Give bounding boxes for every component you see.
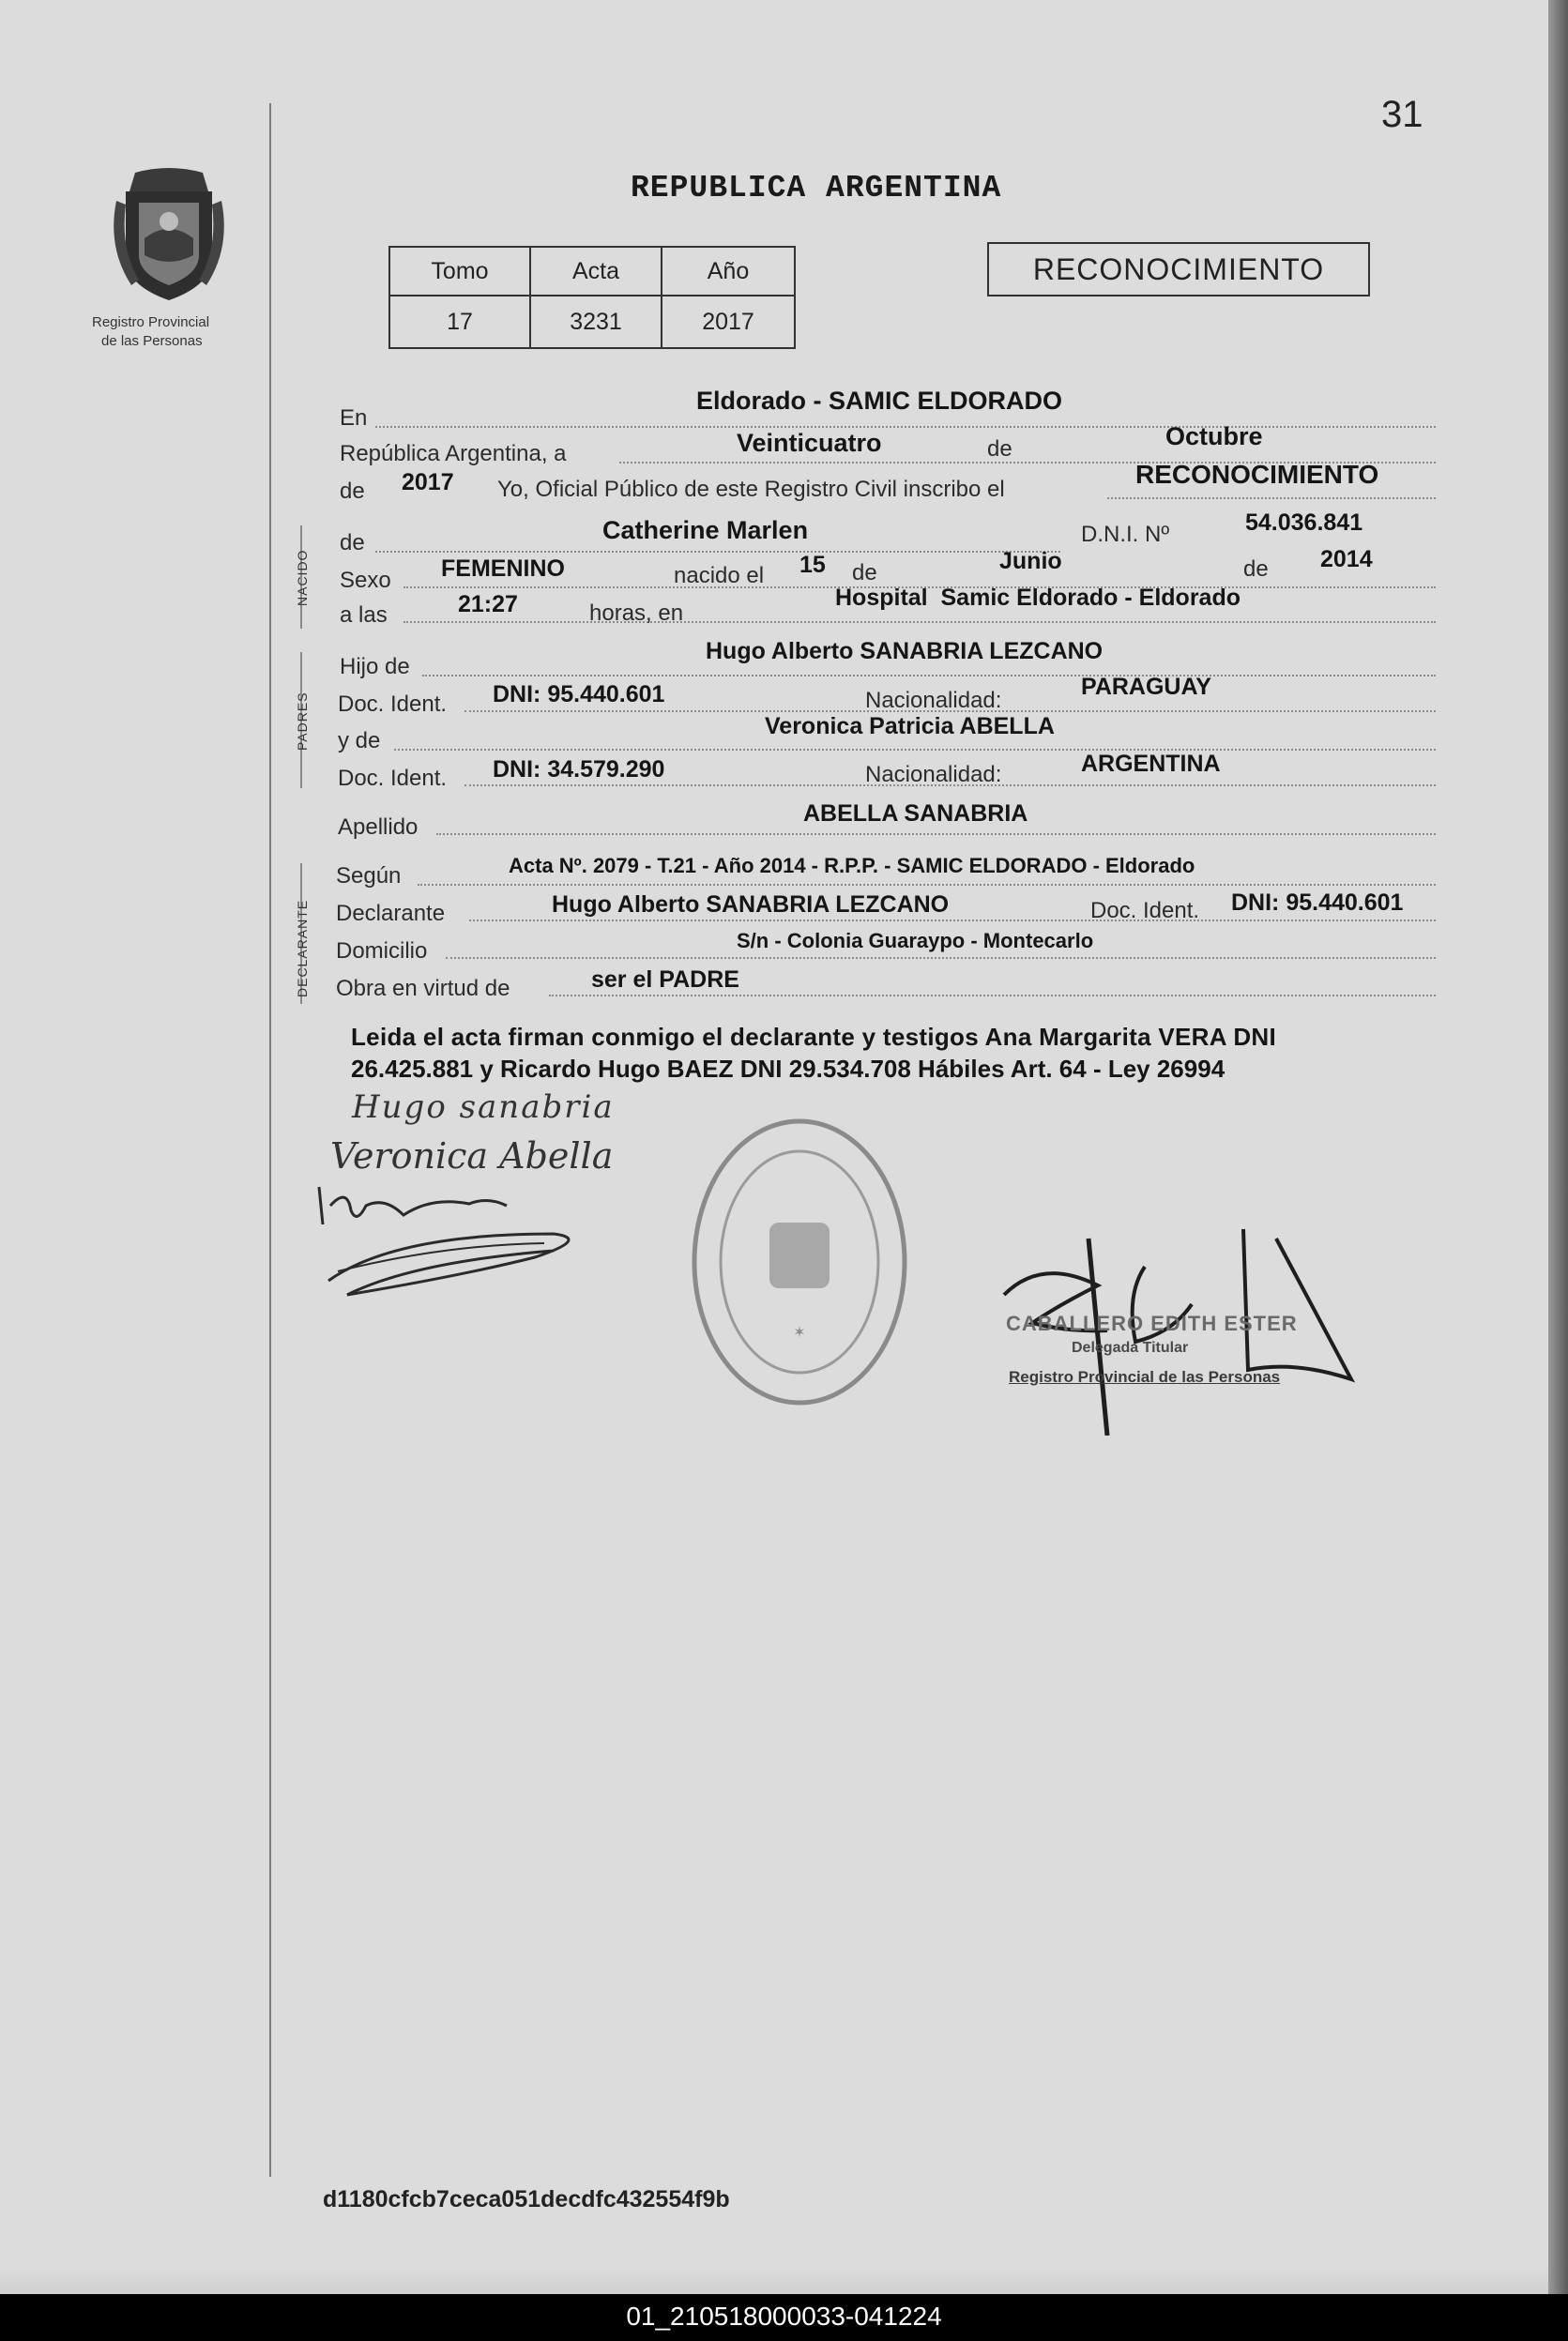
dotted-line — [469, 920, 1436, 921]
closing-line-2: 26.425.881 y Ricardo Hugo BAEZ DNI 29.534.708 Hábiles Art. 64 - Ley 26994 — [351, 1055, 1225, 1083]
segun-label: Según — [336, 863, 402, 889]
declarante-label: Declarante — [336, 901, 446, 926]
dotted-line — [403, 621, 1436, 623]
nacido-label: nacido el — [674, 563, 765, 588]
doc-ident-label-2: Doc. Ident. — [338, 766, 448, 791]
obra-label: Obra en virtud de — [336, 976, 510, 1001]
nacionalidad-label: Nacionalidad: — [865, 688, 1002, 713]
year-label: de — [340, 479, 365, 504]
nacido-de-label: de — [340, 530, 365, 555]
signature-hugo: Hugo sanabria — [352, 1088, 615, 1126]
page-number: 31 — [1381, 94, 1423, 135]
segun-value: Acta Nº. 2079 - T.21 - Año 2014 - R.P.P. - SAMIC ELDORADO - Eldorado — [509, 854, 1195, 877]
domicilio-label: Domicilio — [336, 938, 428, 964]
dotted-line — [422, 675, 1436, 676]
closing-line-1: Leida el acta firman conmigo el declarante y testigos Ana Margarita VERA DNI — [351, 1023, 1277, 1051]
registry-caption-line1: Registro Provincial — [92, 314, 210, 330]
dotted-line — [1107, 497, 1436, 499]
page-edge-shadow — [1548, 0, 1568, 2294]
dni-label: D.N.I. Nº — [1081, 522, 1170, 547]
domicilio-value: S/n - Colonia Guaraypo - Montecarlo — [737, 929, 1094, 952]
obra-value: ser el PADRE — [591, 966, 739, 993]
side-label-padres: PADRES — [295, 692, 310, 751]
signature-veronica: Veronica Abella — [330, 1135, 614, 1177]
dotted-line — [394, 749, 1436, 751]
side-label-nacido: NACIDO — [295, 549, 310, 606]
mother-doc-value: DNI: 34.579.290 — [493, 756, 665, 783]
apellido-label: Apellido — [338, 814, 419, 840]
father-name-value: Hugo Alberto SANABRIA LEZCANO — [706, 638, 1104, 664]
mother-name-value: Veronica Patricia ABELLA — [765, 713, 1055, 739]
dotted-line — [375, 426, 1436, 428]
child-dni-value: 54.036.841 — [1245, 509, 1363, 536]
signature-scribble — [310, 1168, 610, 1309]
year-value: 2017 — [402, 469, 454, 495]
official-stamp-name: CABALLERO EDITH ESTER — [1006, 1312, 1298, 1335]
official-stamp-registry: Registro Provincial de las Personas — [1009, 1368, 1281, 1386]
nacionalidad-label-2: Nacionalidad: — [865, 762, 1002, 787]
de-label: de — [987, 436, 1012, 462]
table-header-acta: Acta — [531, 248, 662, 296]
table-header-tomo: Tomo — [390, 248, 531, 296]
declarante-doc-value: DNI: 95.440.601 — [1231, 889, 1404, 916]
document-hash: d1180cfcb7ceca051decdfc432554f9b — [323, 2186, 730, 2212]
dotted-line — [436, 833, 1436, 835]
document-title: REPUBLICA ARGENTINA — [631, 171, 1002, 205]
birth-place-value: Hospital Samic Eldorado - Eldorado — [835, 585, 1241, 611]
registry-caption-line2: de las Personas — [101, 333, 203, 349]
alas-label: a las — [340, 602, 388, 628]
footer-id: 01_210518000033-041224 — [626, 2302, 942, 2331]
de-label-3: de — [1243, 556, 1269, 582]
doc-ident-label-3: Doc. Ident. — [1090, 898, 1200, 923]
doc-ident-label: Doc. Ident. — [338, 692, 448, 717]
en-label: En — [340, 405, 368, 431]
svg-text:✶: ✶ — [793, 1325, 806, 1341]
child-name-value: Catherine Marlen — [602, 516, 809, 544]
registry-round-seal-icon — [687, 1112, 912, 1412]
table-header-ano: Año — [662, 248, 794, 296]
place-value: Eldorado - SAMIC ELDORADO — [696, 387, 1062, 415]
father-nationality-value: PARAGUAY — [1081, 674, 1211, 700]
month-value: Octubre — [1165, 422, 1263, 450]
oficial-text: Yo, Oficial Público de este Registro Civil inscribo el — [497, 477, 1005, 502]
apellido-value: ABELLA SANABRIA — [803, 800, 1028, 827]
birth-month-value: Junio — [999, 548, 1062, 574]
declarante-value: Hugo Alberto SANABRIA LEZCANO — [552, 891, 950, 918]
sexo-value: FEMENINO — [441, 555, 565, 582]
act-type-box: RECONOCIMIENTO — [987, 242, 1370, 296]
republica-label: República Argentina, a — [340, 441, 567, 466]
dotted-line — [549, 995, 1436, 996]
official-stamp-role: Delegada Titular — [1072, 1340, 1189, 1356]
book-table — [388, 246, 796, 349]
sexo-label: Sexo — [340, 568, 391, 593]
table-cell-ano: 2017 — [702, 308, 754, 335]
margin-rule — [269, 103, 271, 2177]
de-label-2: de — [852, 560, 877, 585]
inscribo-value: RECONOCIMIENTO — [1135, 460, 1379, 489]
mother-nationality-value: ARGENTINA — [1081, 751, 1221, 777]
father-doc-value: DNI: 95.440.601 — [493, 681, 665, 707]
birth-day-value: 15 — [799, 552, 826, 578]
day-value: Veinticuatro — [737, 429, 882, 457]
hijo-label: Hijo de — [340, 654, 410, 679]
dotted-line — [446, 957, 1436, 959]
birth-year-value: 2014 — [1320, 546, 1373, 572]
dotted-line — [375, 551, 1060, 553]
side-label-declarante: DECLARANTE — [295, 899, 310, 997]
province-seal-icon — [98, 163, 240, 304]
y-de-label: y de — [338, 728, 381, 753]
dotted-line — [418, 884, 1436, 886]
bottom-edge-mark — [0, 2269, 1548, 2294]
footer-bar — [0, 2294, 1568, 2341]
table-cell-tomo: 17 — [390, 296, 531, 347]
horas-label: horas, en — [589, 600, 684, 626]
table-cell-acta: 3231 — [531, 296, 662, 347]
time-value: 21:27 — [458, 591, 518, 617]
